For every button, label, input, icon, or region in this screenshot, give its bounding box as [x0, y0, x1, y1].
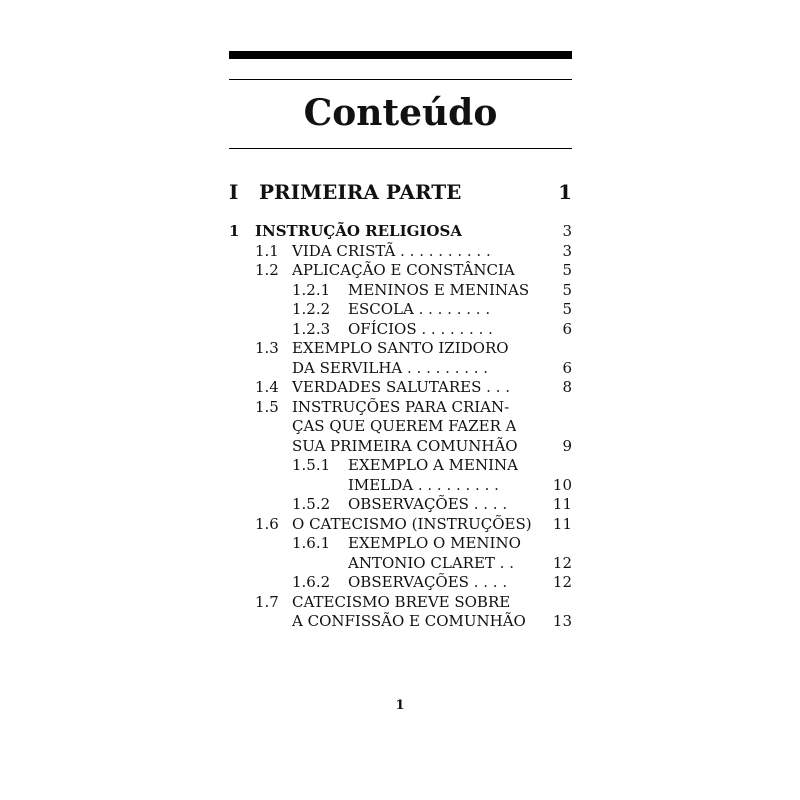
toc-entry-continuation[interactable] — [229, 612, 572, 632]
entry-title: OBSERVAÇÕES . . . . — [348, 573, 508, 591]
toc-entry[interactable] — [229, 300, 572, 320]
entry-number: 1.3 — [255, 339, 279, 357]
toc-entry[interactable] — [229, 495, 572, 515]
entry-page: 6 — [562, 319, 572, 338]
entry-page: 8 — [562, 378, 572, 396]
entry-title: ESCOLA . . . . . . . . — [348, 300, 491, 318]
entry-title: EXEMPLO SANTO IZIDORO — [292, 339, 509, 357]
entry-page: 5 — [562, 261, 572, 279]
toc-entry[interactable] — [229, 456, 572, 476]
entry-page: 5 — [562, 280, 572, 299]
title-top-rule — [229, 79, 572, 80]
entry-title-cont: ÇAS QUE QUEREM FAZER A — [292, 417, 517, 435]
entry-page: 12 — [552, 553, 572, 572]
toc-chapter-entry[interactable] — [229, 222, 572, 242]
entry-number: 1.2.2 — [292, 300, 331, 318]
entry-number: 1.4 — [255, 378, 279, 396]
toc-entry-continuation[interactable] — [229, 359, 572, 379]
page-number: 1 — [395, 698, 405, 713]
entry-number: 1.5.1 — [292, 456, 331, 474]
toc-entry[interactable] — [229, 593, 572, 613]
entry-title: O CATECISMO (INSTRUÇÕES) — [292, 514, 532, 533]
toc-entry[interactable] — [229, 378, 572, 398]
entry-number: 1.6 — [255, 514, 279, 533]
entry-title: CATECISMO BREVE SOBRE — [292, 592, 511, 611]
entry-page: 11 — [552, 495, 572, 513]
entry-title-cont: DA SERVILHA . . . . . . . . . — [292, 358, 489, 377]
entry-number: 1.7 — [255, 592, 279, 611]
table-of-contents — [229, 222, 572, 632]
toc-entry-continuation[interactable] — [229, 476, 572, 496]
entry-title: OBSERVAÇÕES . . . . — [348, 495, 508, 513]
chapter-number: 1 — [229, 222, 240, 240]
toc-entry[interactable] — [229, 398, 572, 418]
entry-title: EXEMPLO A MENINA — [348, 456, 518, 474]
entry-number: 1.2.1 — [292, 280, 331, 299]
entry-number: 1.5 — [255, 397, 279, 416]
toc-entry[interactable] — [229, 242, 572, 262]
entry-title-cont: ANTONIO CLARET . . — [348, 553, 514, 572]
entry-number: 1.2.3 — [292, 319, 331, 338]
entry-title: VERDADES SALUTARES . . . — [292, 378, 510, 396]
top-thick-rule — [229, 51, 572, 59]
entry-number: 1.6.1 — [292, 534, 331, 552]
entry-title: OFÍCIOS . . . . . . . . — [348, 319, 493, 338]
entry-title: EXEMPLO O MENINO — [348, 534, 521, 552]
entry-title-cont: SUA PRIMEIRA COMUNHÃO — [292, 436, 518, 455]
toc-entry-continuation[interactable] — [229, 554, 572, 574]
toc-entry[interactable] — [229, 515, 572, 535]
chapter-page: 3 — [562, 222, 572, 240]
entry-title: INSTRUÇÕES PARA CRIAN- — [292, 397, 510, 416]
toc-part-entry[interactable] — [229, 180, 572, 208]
toc-entry[interactable] — [229, 534, 572, 554]
entry-page: 5 — [562, 300, 572, 318]
entry-page: 6 — [562, 358, 572, 377]
entry-title-cont: A CONFISSÃO E COMUNHÃO — [292, 612, 526, 630]
page-title: Conteúdo — [303, 92, 498, 134]
toc-entry[interactable] — [229, 339, 572, 359]
entry-number: 1.1 — [255, 241, 279, 260]
toc-entry[interactable] — [229, 261, 572, 281]
toc-entry-continuation[interactable] — [229, 417, 572, 437]
toc-entry[interactable] — [229, 281, 572, 301]
part-number: I — [229, 180, 239, 204]
entry-page: 9 — [562, 436, 572, 455]
entry-page: 10 — [552, 475, 572, 494]
toc-entry[interactable] — [229, 573, 572, 593]
entry-page: 3 — [562, 241, 572, 260]
part-page: 1 — [558, 180, 572, 204]
entry-title: APLICAÇÃO E CONSTÂNCIA — [292, 261, 515, 279]
entry-page: 12 — [552, 573, 572, 591]
entry-page: 13 — [552, 612, 572, 630]
entry-number: 1.5.2 — [292, 495, 331, 513]
entry-number: 1.2 — [255, 261, 279, 279]
toc-entry-continuation[interactable] — [229, 437, 572, 457]
entry-title: VIDA CRISTÃ . . . . . . . . . . — [292, 241, 491, 260]
entry-title-cont: IMELDA . . . . . . . . . — [348, 475, 499, 494]
chapter-label: INSTRUÇÃO RELIGIOSA — [255, 222, 462, 240]
entry-title: MENINOS E MENINAS — [348, 280, 530, 299]
entry-number: 1.6.2 — [292, 573, 331, 591]
title-bottom-rule — [229, 148, 572, 149]
toc-entry[interactable] — [229, 320, 572, 340]
part-label: PRIMEIRA PARTE — [259, 180, 462, 204]
entry-page: 11 — [552, 514, 572, 533]
